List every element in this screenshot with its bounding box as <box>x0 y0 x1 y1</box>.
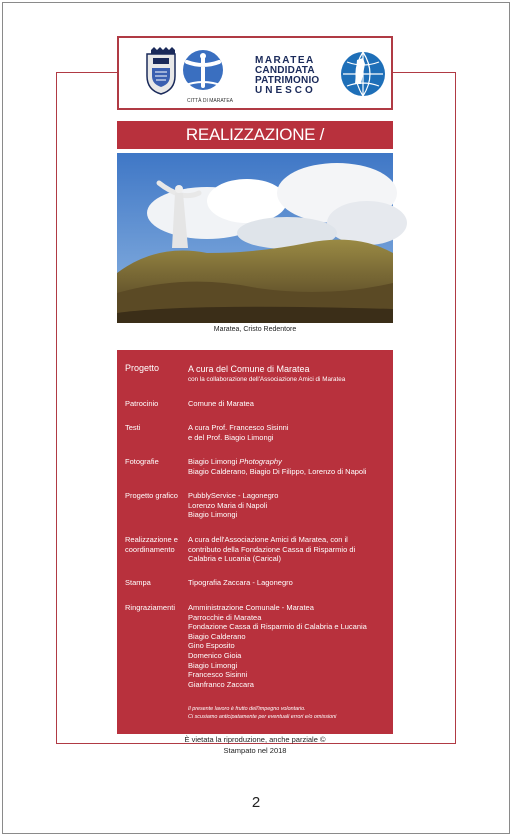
credit-label: Patrocinio <box>125 399 159 408</box>
credit-value: Domenico Gioia <box>188 650 242 660</box>
credit-value: Parrocchie di Maratea <box>188 612 262 622</box>
credit-value: Biagio Calderano, Biagio Di Filippo, Lorenzo di Napoli <box>188 466 367 476</box>
citta-di-maratea-logo <box>141 46 234 106</box>
credit-value: Biagio Limongi <box>188 457 240 466</box>
photo-caption: Maratea, Cristo Redentore <box>213 326 297 333</box>
credit-value: Gino Esposito <box>188 641 235 651</box>
credit-value: PubblyService - Lagonegro <box>188 491 279 500</box>
credit-value: Comune di Maratea <box>188 399 254 408</box>
credit-value: contributo della Fondazione Cassa di Risparmio di <box>188 544 356 554</box>
credit-value: Fondazione Cassa di Risparmio di Calabria e Lucania <box>188 622 367 632</box>
credit-value: Amministrazione Comunale - Maratea <box>188 603 314 612</box>
credit-value: A cura dell'Associazione Amici di Maratea, con il <box>188 535 348 544</box>
credits-panel <box>117 350 393 734</box>
logo-header <box>117 36 393 110</box>
credit-value: Biagio Limongi <box>188 660 238 670</box>
globe-icon <box>339 50 387 98</box>
credit-note: Ci scusiamo anticipatamente per eventuali errori e/o omissioni <box>188 714 337 720</box>
credit-label: Stampa <box>125 578 151 587</box>
credit-label: Ringraziamenti <box>125 603 176 612</box>
credit-label: Realizzazione e <box>125 535 178 544</box>
unesco-candidate-logo <box>255 48 387 104</box>
credit-value: e del Prof. Biagio Limongi <box>188 432 274 442</box>
copyright-notice: È vietata la riproduzione, anche parziale © <box>184 735 326 744</box>
page-number: 2 <box>251 794 261 811</box>
credit-note: Il presente lavoro è frutto dell'impegno volontario. <box>188 706 306 712</box>
print-year: Stampato nel 2018 <box>223 746 287 755</box>
unesco-line-1: MARATEA <box>255 55 315 66</box>
credit-value: A cura Prof. Francesco Sisinni <box>188 423 289 432</box>
credit-value: con la collaborazione dell'Associazione Amici di Maratea <box>188 376 346 383</box>
credit-label: coordinamento <box>125 544 175 554</box>
credit-value: A cura del Comune di Maratea <box>188 364 310 374</box>
credit-value: Lorenzo Maria di Napoli <box>188 500 268 510</box>
unesco-text <box>255 56 335 96</box>
credit-value: Francesco Sisinni <box>188 670 248 680</box>
credit-label: Progetto grafico <box>125 491 178 500</box>
credit-value: Gianfranco Zaccara <box>188 679 254 689</box>
credit-label: Progetto <box>125 363 160 373</box>
credit-value-italic: Photography <box>239 457 282 466</box>
cristo-redentore-photo <box>117 153 393 323</box>
credit-value: Biagio Calderano <box>188 631 246 641</box>
credit-label: Fotografie <box>125 457 159 466</box>
unesco-line-2: CANDIDATA <box>255 65 315 76</box>
citta-caption: CITTÀ DI MARATEA <box>187 98 234 104</box>
unesco-line-3: PATRIMONIO <box>255 75 320 86</box>
credit-value: Tipografia Zaccara - Lagonegro <box>188 578 293 587</box>
credit-value: Calabria e Lucania (Carical) <box>188 554 281 564</box>
section-title: REALIZZAZIONE / <box>117 121 393 149</box>
credit-value: Biagio Limongi <box>188 510 238 520</box>
unesco-line-4: UNESCO <box>255 85 316 96</box>
credit-label: Testi <box>125 423 141 432</box>
